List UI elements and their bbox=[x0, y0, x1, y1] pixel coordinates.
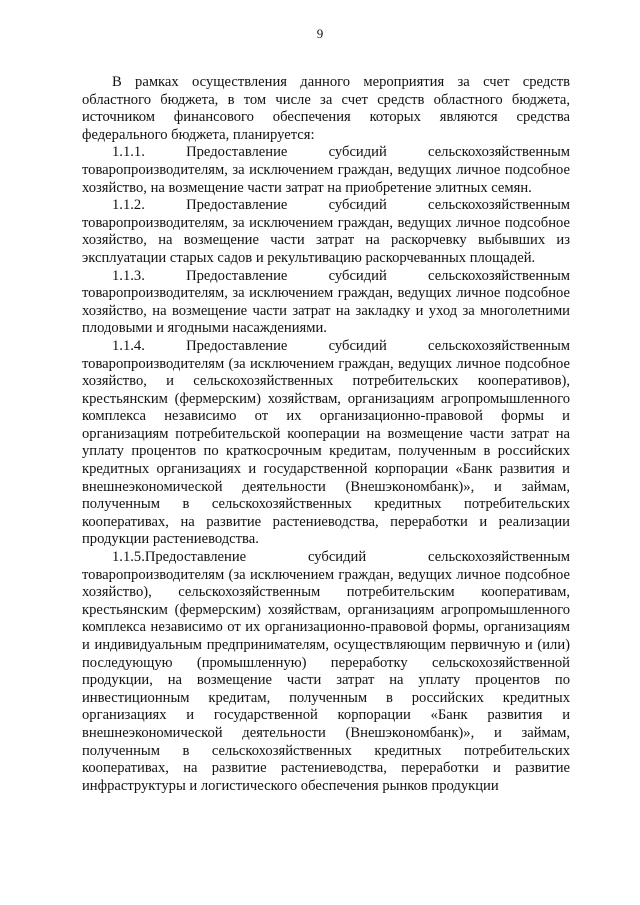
document-body bbox=[82, 74, 570, 795]
paragraph-1-1-4: 1.1.4. Предоставление субсидий сельскохозяйственным товаропроизводителям (за исключением граждан, ведущих личное подсобное хозяйство, и сельскохозяйственных потребительских кооперативов), крестьянским (фермерским) хозяйствам, организациям агропромышленного комплекса независимо от их организационно-правовой формы и организациям потребительской кооперации на возмещение части затрат на уплату процентов по краткосрочным кредитам, полученным в российских кредитных организациях и государственной корпорации «Банк развития и внешнеэкономической деятельности (Внешэкономбанк)», и займам, полученным в сельскохозяйственных кредитных потребительских кооперативах, на развитие растениеводства, переработки и реализации продукции растениеводства. bbox=[82, 337, 570, 548]
intro-paragraph: В рамках осуществления данного мероприятия за счет средств областного бюджета, в том числе за счет средств областного бюджета, источником финансового обеспечения которых являются средства федерального бюджета, планируется: bbox=[82, 74, 570, 143]
page-number: 9 bbox=[316, 26, 324, 41]
paragraph-1-1-2: 1.1.2. Предоставление субсидий сельскохозяйственным товаропроизводителям, за исключением граждан, ведущих личное подсобное хозяйство, на возмещение части затрат на раскорчевку выбывших из эксплуатации старых садов и рекультивацию раскорчеванных площадей. bbox=[82, 197, 570, 266]
paragraph-1-1-5: 1.1.5.Предоставление субсидий сельскохозяйственным товаропроизводителям (за исключением граждан, ведущих личное подсобное хозяйство), сельскохозяйственным потребительским кооперативам, крестьянским (фермерским) хозяйствам, организациям агропромышленного комплекса независимо от их организационно-правовой формы, организациям и индивидуальным предпринимателям, осуществляющим первичную и (или) последующую (промышленную) переработку сельскохозяйственной продукции, на возмещение части затрат на уплату процентов по инвестиционным кредитам, полученным в российских кредитных организациях и государственной корпорации «Банк развития и внешнеэкономической деятельности (Внешэкономбанк)», и займам, полученным в сельскохозяйственных кредитных потребительских кооперативах, на развитие растениеводства, переработки и развитие инфраструктуры и логистического обеспечения рынков продукции bbox=[82, 549, 570, 794]
paragraph-1-1-1: 1.1.1. Предоставление субсидий сельскохозяйственным товаропроизводителям, за исключением граждан, ведущих личное подсобное хозяйство, на возмещение части затрат на приобретение элитных семян. bbox=[82, 144, 570, 196]
paragraph-1-1-3: 1.1.3. Предоставление субсидий сельскохозяйственным товаропроизводителям, за исключением граждан, ведущих личное подсобное хозяйство, на возмещение части затрат на закладку и уход за многолетними плодовыми и ягодными насаждениями. bbox=[82, 267, 570, 337]
